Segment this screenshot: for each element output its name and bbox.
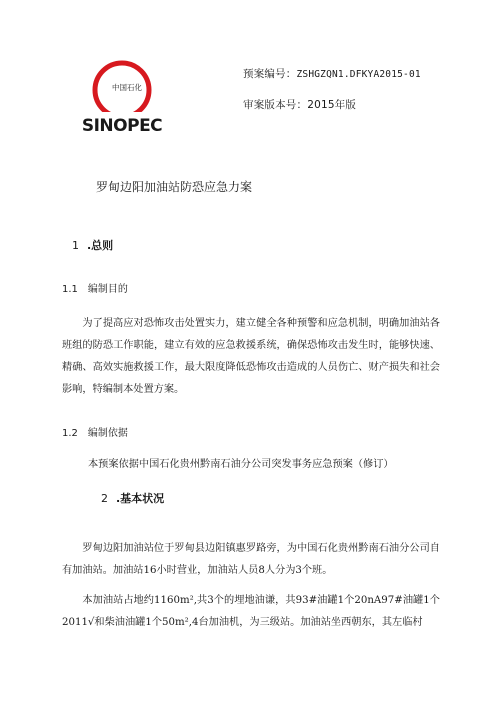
logo-brand-text: SINOPEC [81,116,163,136]
paragraph-basis: 本预案依据中国石化贵州黔南石油分公司突发事务应急预案（修订） [88,459,394,470]
section-2-heading [101,490,164,506]
logo-chinese-text: 中国石化 [112,83,142,92]
subsection-1-2-label: 编制依据 [87,428,128,439]
subsection-1-1-heading [62,280,128,295]
plan-number-label: 预案编号： [243,68,297,80]
sinopec-logo-icon [81,60,163,138]
sinopec-logo [81,60,163,138]
version-line [243,97,356,112]
section-1-heading [72,237,113,253]
subsection-1-2-number: 1.2 [62,428,78,439]
version-value: 2015年版 [307,99,357,111]
paragraph-site-description: 本加油站占地约1160m²,共3个的埋地油谦，共93#油罐1个20nA97#油罐1个2011√和柴油油罐1个50m²,4台加油机，为三级站。加油站坐西朝东，其左临村 [62,595,440,628]
section-2-label: .基本状况 [116,492,165,505]
version-label: 审案版本号： [243,99,308,111]
paragraph-purpose: 为了提高应对恐怖攻击处置实力，建立健全各种预警和应急机制，明确加油站各班组的防恐工作职能，建立有效的应急救援系统，确保恐怖攻击发生时，能够快速、精确、高效实施救援工作，最大限度降低恐怖攻击造成的人员伤亡、财产损失和社会影响，特编制本处置方案。 [62,318,440,395]
subsection-1-1-number: 1.1 [62,284,78,295]
paragraph-basic-situation: 罗甸边阳加油站位于罗甸县边阳镇惠罗路旁，为中国石化贵州黔南石油分公司自有加油站。加油站16小时营业，加油站人员8人分为3个班。 [62,543,440,576]
plan-number-value: ZSHGZQN1.DFKYA2015-01 [296,69,421,80]
document-title: 罗甸边阳加油站防恐应急力案 [96,180,253,194]
subsection-1-2-heading [62,424,128,439]
subsection-1-1-label: 编制目的 [87,284,128,295]
plan-number-line [243,66,421,81]
section-1-number: 1 [72,239,79,252]
section-2-number: 2 [101,492,108,505]
section-1-label: .总则 [87,239,114,252]
